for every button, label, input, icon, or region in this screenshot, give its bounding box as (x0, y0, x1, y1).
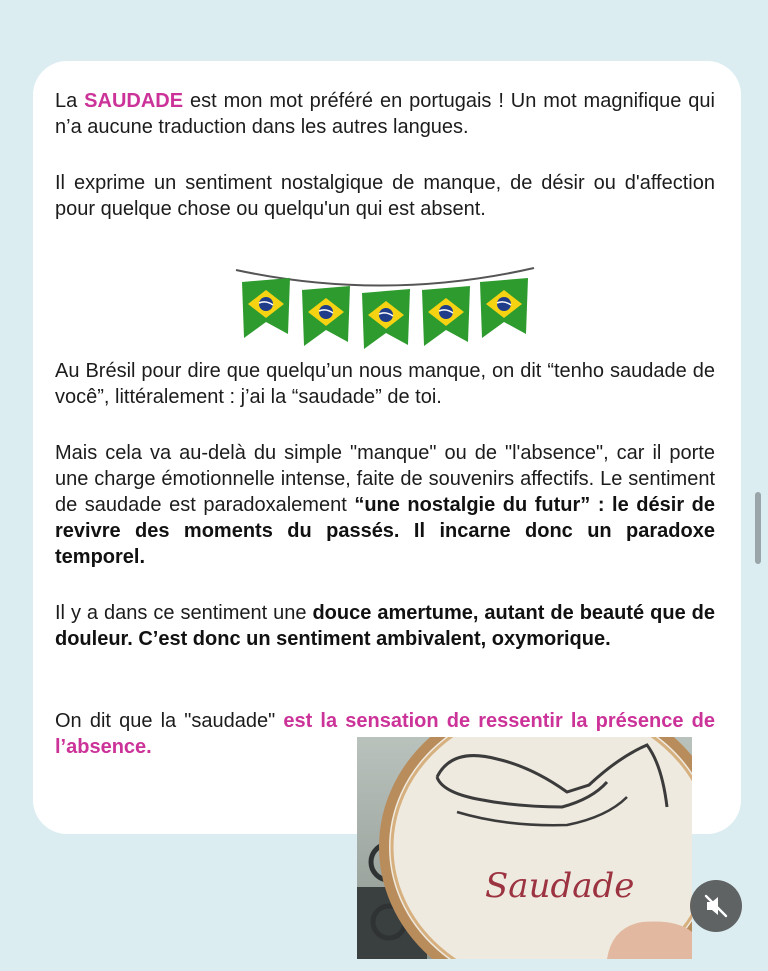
absence-highlight: est la sensation de ressentir la présence de l’absence. (55, 710, 715, 758)
scrollbar[interactable] (755, 492, 761, 564)
bittersweet-bold-text: douce amertume, autant de beauté que de douleur. C’est donc un sentiment ambivalent, oxymorique. (55, 602, 715, 650)
brazil-flag-pennant (480, 278, 528, 338)
paradox-bold-text: “une nostalgie du futur” : le désir de revivre des moments du passés. Il incarne donc un paradoxe temporel. (55, 494, 715, 568)
intro-text-start: La (55, 90, 85, 112)
paradox-text: Mais cela va au-delà du simple "manque" ou de "l'absence", car il porte une charge émotionnelle intense, faite de souvenirs affectifs. Le sentiment de saudade est paradoxalement (55, 442, 715, 516)
brazil-flag-pennant (302, 286, 350, 346)
paragraph-intro (55, 88, 715, 140)
paragraph-paradox (55, 440, 715, 570)
speaker-muted-icon (703, 893, 729, 919)
bittersweet-text: Il y a dans ce sentiment une (55, 602, 313, 624)
paragraph-brazil: Au Brésil pour dire que quelqu’un nous manque, on dit “tenho saudade de você”, littéralement : j’ai la “saudade” de toi. (55, 360, 715, 408)
paragraph-definition: Il exprime un sentiment nostalgique de manque, de désir ou d'affection pour quelque chose ou quelqu'un qui est absent. (55, 172, 715, 220)
intro-text-end: est mon mot préféré en portugais ! Un mot magnifique qui n’a aucune traduction dans les autres langues. (55, 90, 715, 138)
embroidery-photo (357, 737, 692, 959)
saudade-highlight: SAUDADE (84, 90, 184, 112)
brazil-flag-pennant (422, 286, 470, 346)
absence-text: On dit que la "saudade" (55, 710, 284, 732)
brazil-flag-bunting (230, 260, 540, 355)
brazil-flag-pennant (362, 289, 410, 349)
mute-button[interactable] (690, 880, 742, 932)
paragraph-bittersweet (55, 600, 715, 652)
embroidered-word: Saudade (485, 866, 635, 906)
brazil-flag-pennant (242, 278, 290, 338)
embroidery-illustration (357, 737, 692, 959)
